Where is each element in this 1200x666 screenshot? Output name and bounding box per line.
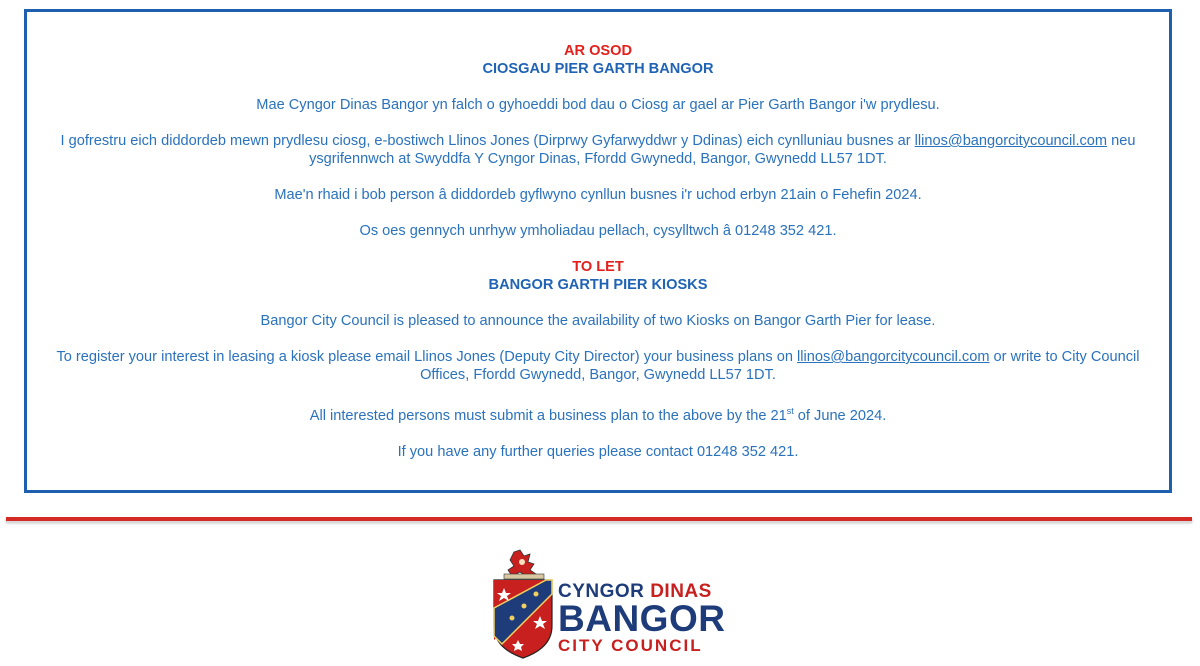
english-register-address: Offices, Ffordd Gwynedd, Bangor, Gwynedd LL57 1DT. (420, 367, 776, 383)
english-deadline-suffix: st (786, 406, 794, 416)
divider-shadow (6, 521, 1192, 523)
english-register-text-after: or write to City Council (989, 349, 1140, 365)
welsh-register-text-after: neu (1107, 133, 1136, 149)
english-paragraph-announcement: Bangor City Council is pleased to announce the availability of two Kiosks on Bangor Garth Pier for lease. (260, 313, 936, 329)
welsh-paragraph-register (27, 132, 1169, 168)
logo-wordmark (558, 582, 725, 656)
council-crest-icon (490, 548, 556, 660)
logo-cyngor: CYNGOR (558, 581, 645, 602)
logo-dinas: DINAS (650, 581, 712, 602)
welsh-paragraph-contact: Os oes gennych unrhyw ymholiadau pellach, cysylltwch â 01248 352 421. (359, 223, 837, 239)
welsh-heading-to-let: AR OSOD (563, 43, 633, 59)
english-heading-to-let: TO LET (572, 259, 624, 275)
english-register-text: To register your interest in leasing a kiosk please email Llinos Jones (Deputy City Director) your business plans on (56, 349, 798, 365)
welsh-heading-kiosks: CIOSGAU PIER GARTH BANGOR (482, 61, 714, 77)
council-logo (490, 548, 726, 660)
english-email-link[interactable]: llinos@bangorcitycouncil.com (797, 349, 990, 365)
english-deadline-text: All interested persons must submit a business plan to the above by the 21 (309, 407, 787, 424)
welsh-paragraph-deadline: Mae'n rhaid i bob person â diddordeb gyflwyno cynllun busnes i'r uchod erbyn 21ain o Fehefin 2024. (274, 187, 922, 203)
logo-bangor: BANGOR (558, 598, 726, 639)
welsh-email-link[interactable]: llinos@bangorcitycouncil.com (914, 133, 1108, 149)
english-heading-kiosks: BANGOR GARTH PIER KIOSKS (488, 277, 708, 293)
english-paragraph-register (27, 348, 1169, 384)
welsh-register-address: ysgrifennwch at Swyddfa Y Cyngor Dinas, Ffordd Gwynedd, Bangor, Gwynedd LL57 1DT. (309, 151, 887, 167)
english-paragraph-deadline (27, 402, 1169, 425)
welsh-paragraph-announcement: Mae Cyngor Dinas Bangor yn falch o gyhoeddi bod dau o Ciosg ar gael ar Pier Garth Bangor i'w prydlesu. (256, 97, 940, 113)
logo-city-council: CITY COUNCIL (558, 636, 703, 655)
welsh-register-text: I gofrestru eich diddordeb mewn prydlesu ciosg, e-bostiwch Llinos Jones (Dirprwy Gyfarwyddwr y Ddinas) eich cynlluniau busnes ar (60, 133, 915, 149)
english-paragraph-contact: If you have any further queries please contact 01248 352 421. (397, 443, 799, 460)
notice-content (27, 42, 1169, 461)
english-deadline-text-after: of June 2024. (793, 407, 887, 424)
notice-box (24, 9, 1172, 493)
